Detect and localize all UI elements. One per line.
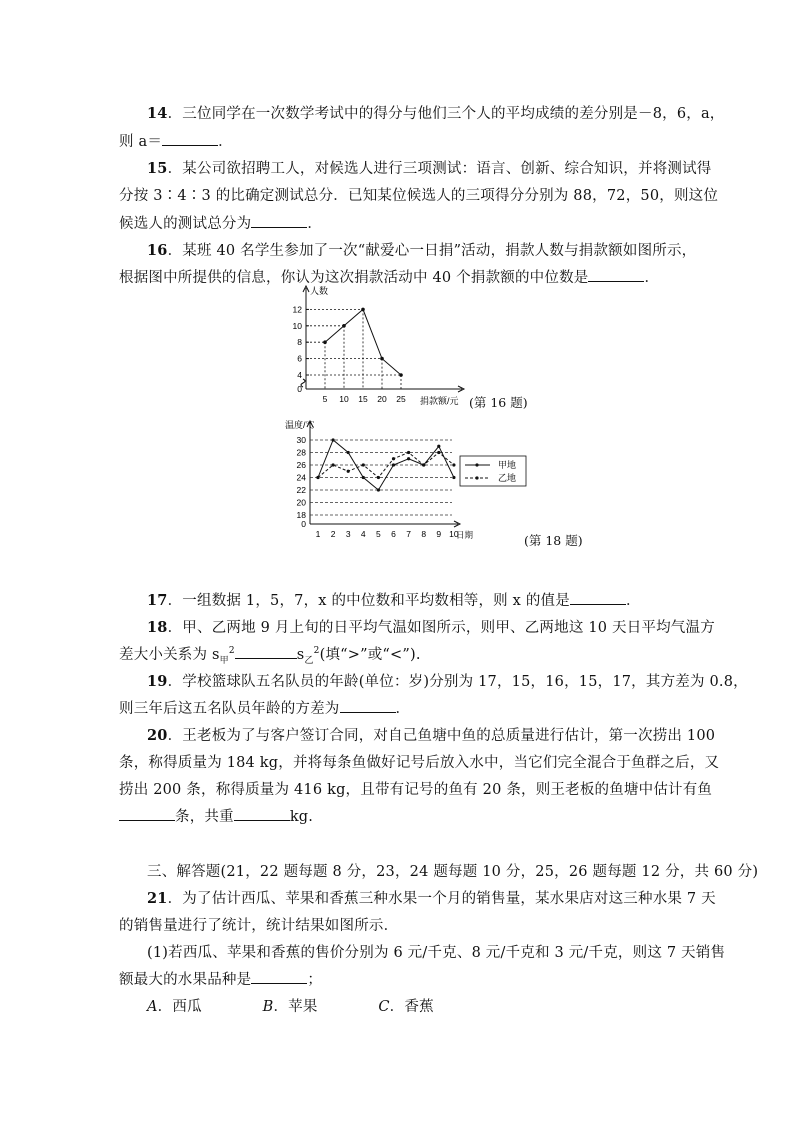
y-axis-label: 温度/℃ — [285, 420, 315, 430]
q20-answer-blank-weight[interactable] — [234, 807, 290, 821]
q19-text-1: ．学校篮球队五名队员的年龄(单位：岁)分别为 17，15，16，15，17，其方差为 0.8， — [167, 674, 748, 690]
q20-text-2: 条，称得质量为 184 kg，并将每条鱼做好记号后放入水中，当它们完全混合于鱼群之后，又 — [119, 755, 720, 771]
q15-answer-blank[interactable] — [251, 214, 307, 228]
legend-label-yi: 乙地 — [498, 473, 517, 483]
x-tick-label: 20 — [377, 394, 387, 404]
data-point-yi — [362, 463, 365, 466]
q17-text-1: ．一组数据 1，5，7，x 的中位数和平均数相等，则 x 的值是 — [167, 593, 570, 609]
q16-line1 — [147, 239, 696, 260]
y-tick-label: 18 — [296, 510, 306, 520]
choice-c-text: ．香蕉 — [389, 999, 434, 1015]
q18-text-2c: (填“>”或“<”). — [319, 647, 421, 663]
data-point-yi — [452, 463, 455, 466]
q19-line1 — [147, 670, 748, 691]
q20-text-4b: kg. — [289, 809, 314, 825]
choice-c[interactable] — [378, 995, 433, 1016]
q15-text-1: ．某公司欲招聘工人，对候选人进行三项测试：语言、创新、综合知识，并将测试得 — [167, 161, 712, 177]
q15-period: ． — [307, 216, 323, 232]
q18-sub-jia: 甲 — [219, 655, 229, 666]
q15-text-2: 分按 3∶4∶3 的比确定测试总分．已知某位候选人的三项得分分别为 88，72，50，则这位 — [119, 188, 719, 204]
q16-number: 16 — [147, 242, 168, 259]
q21-answer-blank[interactable] — [251, 970, 307, 984]
q21-semicolon: ； — [307, 972, 323, 988]
x-tick-label: 15 — [358, 394, 368, 404]
q16-answer-blank[interactable] — [588, 268, 644, 282]
data-point-yi — [332, 463, 335, 466]
y-tick-label: 22 — [296, 485, 306, 495]
data-point-jia — [332, 438, 335, 441]
q18-text-1: ．甲、乙两地 9 月上旬的日平均气温如图所示，则甲、乙两地这 10 天日平均气温方 — [167, 620, 715, 636]
x-tick-label: 10 — [339, 394, 349, 404]
q21-line2 — [119, 914, 398, 935]
choice-a-letter: A — [147, 999, 158, 1015]
q19-line2 — [119, 697, 410, 718]
y-tick-label: 6 — [297, 353, 302, 364]
choice-a[interactable] — [147, 995, 202, 1016]
legend-box — [460, 456, 526, 486]
data-point — [323, 340, 327, 344]
chart-donation — [270, 282, 490, 407]
data-point-yi — [437, 451, 440, 454]
q21-line1 — [147, 887, 716, 908]
y-tick-label: 10 — [292, 320, 302, 331]
q21-line4 — [119, 968, 322, 989]
q19-period: ． — [395, 701, 411, 717]
data-point-jia — [452, 476, 455, 479]
q20-line3 — [119, 778, 712, 799]
q20-number: 20 — [147, 727, 168, 744]
q15-text-3: 候选人的测试总分为 — [119, 216, 252, 232]
q14-period: ． — [218, 134, 233, 150]
x-axis-label: 日期 — [456, 530, 474, 540]
x-axis-label: 捐款额/元 — [420, 396, 459, 406]
q15-line3 — [119, 212, 322, 233]
data-point-jia — [392, 463, 395, 466]
q18-answer-blank[interactable] — [235, 645, 297, 659]
x-tick-label: 2 — [330, 529, 336, 539]
q19-number: 19 — [147, 673, 168, 690]
q14-number: 14 — [147, 105, 168, 122]
data-point — [342, 324, 346, 328]
q21-text-2: 的销售量进行了统计，统计结果如图所示． — [119, 918, 399, 934]
q15-line1 — [147, 157, 712, 178]
q18-sub-yi: 乙 — [304, 655, 314, 666]
q21-number: 21 — [147, 890, 168, 907]
data-point-yi — [316, 476, 319, 479]
q21-choices — [147, 995, 490, 1016]
data-point-jia — [362, 476, 365, 479]
q18-sup-1: 2 — [228, 646, 235, 657]
x-tick-label: 10 — [449, 529, 459, 539]
x-tick-label: 9 — [436, 529, 442, 539]
data-point — [399, 373, 403, 377]
q14-text-1: ．三位同学在一次数学考试中的得分与他们三个人的平均成绩的差分别是－8，6，a， — [167, 106, 725, 122]
y-tick-label: 0 — [301, 519, 306, 529]
q19-answer-blank[interactable] — [340, 699, 396, 713]
data-point-yi — [407, 451, 410, 454]
y-tick-label: 8 — [297, 337, 302, 348]
y-tick-label: 24 — [296, 472, 306, 483]
x-tick-label: 3 — [345, 529, 351, 539]
q14-line2 — [119, 130, 233, 151]
q16-period: ． — [644, 270, 660, 286]
choice-b-letter: B — [262, 999, 274, 1015]
q15-line2 — [119, 184, 718, 205]
legend-marker-yi — [475, 476, 478, 479]
q15-number: 15 — [147, 160, 168, 177]
y-axis-label: 人数 — [310, 286, 329, 296]
q21-text-4: 额最大的水果品种是 — [119, 972, 252, 988]
data-point-jia — [377, 488, 380, 491]
data-point — [380, 357, 384, 361]
choice-b-text: ．苹果 — [273, 999, 318, 1015]
data-point-yi — [422, 463, 425, 466]
q18-number: 18 — [147, 619, 168, 636]
legend-label-jia: 甲地 — [498, 460, 517, 470]
data-point-jia — [437, 445, 440, 448]
q18-line1 — [147, 616, 715, 637]
data-point-jia — [407, 457, 410, 460]
q21-text-1: ．为了估计西瓜、苹果和香蕉三种水果一个月的销售量，某水果店对这三种水果 7 天 — [167, 891, 716, 907]
x-tick-label: 1 — [315, 529, 321, 539]
q16-text-2: 根据图中所提供的信息，你认为这次捐款活动中 40 个捐款额的中位数是 — [119, 270, 589, 286]
y-tick-label: 12 — [292, 304, 302, 315]
q16-text-1: ．某班 40 名学生参加了一次“献爱心一日捐”活动，捐款人数与捐款额如图所示， — [167, 243, 697, 259]
q18-sup-2: 2 — [313, 646, 320, 657]
choice-c-letter: C — [378, 999, 390, 1015]
data-point-yi — [392, 457, 395, 460]
y-tick-label: 30 — [296, 435, 306, 445]
q20-text-4a: 条，共重 — [175, 809, 234, 825]
choice-a-text: ．西瓜 — [157, 999, 202, 1015]
q20-answer-blank-count[interactable] — [119, 807, 175, 821]
x-tick-label: 5 — [376, 529, 381, 539]
q20-line4 — [119, 805, 313, 826]
q20-text-3: 捞出 200 条，称得质量为 416 kg，且带有记号的鱼有 20 条，则王老板的鱼塘中估计有鱼 — [119, 782, 713, 798]
x-tick-label: 25 — [396, 394, 406, 404]
q14-text-2: 则 a＝ — [119, 134, 163, 150]
q19-text-2: 则三年后这五名队员年龄的方差为 — [119, 701, 340, 717]
q18-line2 — [119, 643, 421, 666]
data-point — [361, 308, 365, 312]
q14-line1 — [147, 102, 725, 123]
chart18-caption: (第 18 题) — [524, 533, 583, 548]
q18-text-2a: 差大小关系为 s — [119, 647, 220, 663]
q17-line1 — [147, 589, 641, 610]
q14-answer-blank[interactable] — [162, 132, 218, 146]
x-tick-label: 8 — [421, 529, 427, 539]
chart16-caption: (第 16 题) — [469, 395, 528, 410]
q20-line2 — [119, 751, 719, 772]
x-tick-label: 6 — [391, 529, 396, 539]
x-tick-label: 7 — [406, 529, 411, 539]
y-tick-label: 26 — [296, 460, 306, 470]
section3-heading: 三、解答题(21，22 题每题 8 分，23，24 题每题 10 分，25，26 题每题 12 分，共 60 分) — [147, 864, 759, 880]
legend-marker-jia — [475, 463, 478, 466]
x-tick-label: 5 — [322, 394, 328, 404]
y-tick-label: 20 — [296, 497, 306, 508]
y-tick-label: 28 — [296, 447, 306, 458]
q20-line1 — [147, 724, 715, 745]
data-point-yi — [377, 476, 380, 479]
y-tick-label: 4 — [297, 370, 302, 380]
q21-text-3: (1)若西瓜、苹果和香蕉的售价分别为 6 元/千克、8 元/千克和 3 元/千克，则这 7 天销售 — [147, 945, 726, 961]
y-tick-label: 0 — [297, 384, 302, 394]
q20-text-1: ．王老板为了与客户签订合同，对自己鱼塘中鱼的总质量进行估计，第一次捞出 100 — [167, 728, 716, 744]
q21-line3 — [147, 941, 725, 962]
chart-temperature — [270, 418, 540, 545]
data-point-jia — [347, 451, 350, 454]
q17-number: 17 — [147, 592, 168, 609]
q17-period: ． — [625, 593, 641, 609]
data-point-yi — [347, 470, 350, 473]
q18-text-2b: s — [296, 647, 305, 663]
choice-b[interactable] — [263, 995, 318, 1016]
x-tick-label: 4 — [360, 529, 366, 539]
q17-answer-blank[interactable] — [570, 591, 626, 605]
